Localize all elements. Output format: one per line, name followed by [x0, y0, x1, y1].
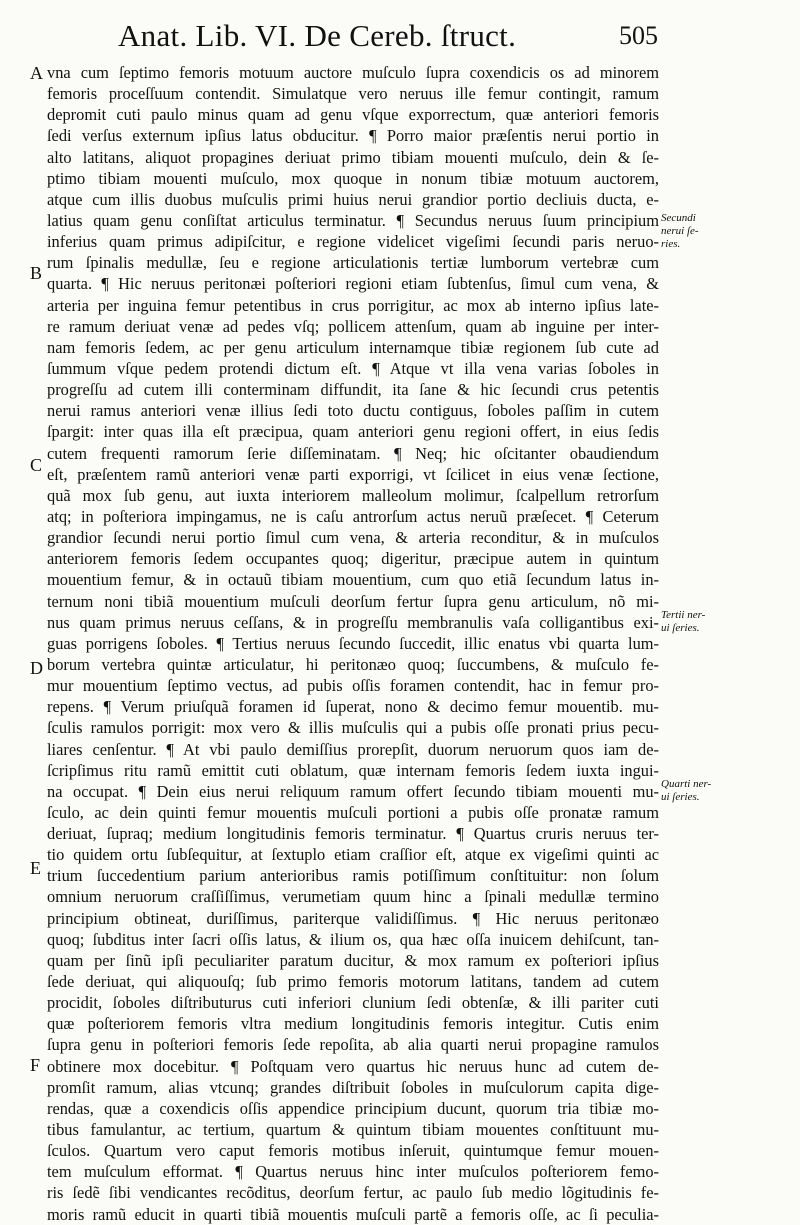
text-line: re ramum deriuat venæ ad pedes vſq; pollicem attenſum, quam ab inguine per inter- [47, 316, 659, 336]
text-line: ptimo tibiam mouenti muſculo, mox quoque in nonum tibiæ motuum auctorem, [47, 168, 659, 188]
text-line: anteriorem femoris ſedem occupantes quoq; digeritur, præcipue autem in quintum [47, 549, 659, 569]
text-line: latius quam genu conſiſtat articulus terminatur. ¶ Secundus neruus ſuum principium [47, 210, 659, 230]
text-line: ſculis ramulos porrigit: mox vero & illis muſculis qui a pubis oſſe pronati prius pecu- [47, 718, 659, 738]
text-line: ſummum vſque pedem protendi dictum eſt. ¶ Atque vt illa vena varias ſoboles in [47, 358, 659, 378]
text-line: quã mox ſub genu, aut iuxta interiorem malleolum molimur, ſcalpellum retrorſum [47, 485, 659, 505]
section-letter-a: A [30, 63, 43, 83]
text-line: ſpargit: inter quas illa eſt præcipua, quam anteriori genu regioni offert, in eius ſedis [47, 422, 659, 442]
text-line: mouentium femur, & in octauũ tibiam mouentium, cum quo etiã ſecundum latus in- [47, 570, 659, 590]
text-line: quarta. ¶ Hic neruus peritonæi poſteriori regioni etiam ſubtenſus, ſimul cum vena, & [47, 274, 659, 294]
text-line: ris ſedẽ ſibi vendicantes recõditus, deorſum fertur, ac paulo ſub medio lõgitudinis fe- [47, 1183, 659, 1203]
text-line: omnium neruorum craſſiſſimus, verumetiam quum hinc a ſpinali medullæ termino [47, 887, 659, 907]
text-line: tibus famulantur, ac tertium, quartum & quintum tibiam mouentes conſtituunt mu- [47, 1120, 659, 1140]
text-line: ſede deriuat, qui aliquouſq; ſub primo femoris motorum latitans, tandem ad cutem [47, 972, 659, 992]
margin-note-line: ries. [661, 238, 681, 250]
text-line: alto latitans, aliquot propagines deriuat primo tibiam mouenti muſculo, dein & ſe- [47, 147, 659, 167]
margin-note-line: Quarti ner- [661, 778, 712, 790]
page-header [118, 16, 658, 56]
margin-note-line: Secundi [661, 212, 696, 224]
text-line: repens. ¶ Verum priuſquã foramen id ſuperat, nono & decimo femur mouentib. mu- [47, 697, 659, 717]
margin-note-line: Tertii ner- [661, 609, 706, 621]
text-line: trium ſuccedentium parium anterioribus ramis potiſſimum conſtituitur: non ſolum [47, 866, 659, 886]
text-line: promſit ramum, alias vtcunq; grandes diſtribuit ſoboles in muſculorum capita dige- [47, 1077, 659, 1097]
text-line: moris ramũ educit in quarti tibiã mouentis muſculi partẽ a femoris oſſe, ac ſi peculia- [47, 1204, 659, 1224]
text-line: progreſſu ad cutem illi conterminam diffundit, ita ſane & hic ſecundi crus petentis [47, 380, 659, 400]
margin-note-line: ui ſeries. [661, 622, 700, 634]
text-line: arteria per inguina femur petentibus in crus porrigitur, ac mox ab interno ipſius late- [47, 295, 659, 315]
margin-note-secundi [661, 212, 721, 251]
text-line: na occupat. ¶ Dein eius nerui reliquum ramum offert ſecundo tibiam mouenti mu- [47, 781, 659, 801]
text-line: nerui ramus anteriori venæ illius ſedi toto ductu contiguus, ſoboles paſſim in cutem [47, 401, 659, 421]
text-line: ſupra genu in poſteriori femoris ſede repoſita, ab alia quarti nerui propagine ramulos [47, 1035, 659, 1055]
section-letter-e: E [30, 858, 41, 878]
text-line: ternum noni tibiã mouentium muſculi deorſum fertur ſupra genu articulum, nõ mi- [47, 591, 659, 611]
text-line: liares cenſentur. ¶ At vbi paulo demiſſius prorepſit, duorum neruorum quos iam de- [47, 739, 659, 759]
text-line: procidit, ſoboles diſtributurus cuti inferiori clunium ſedi obtenſæ, & illi pariter cuti [47, 993, 659, 1013]
text-line: femoris proceſſuum contendit. Simulatque vero neruus ille femur contingit, ramum [47, 84, 659, 104]
text-line: nus quam primus neruus ceſſans, & in progreſſu membranulis vaſa colligantibus exi- [47, 612, 659, 632]
text-line: deriuat, ſupraq; medium longitudinis femoris terminatur. ¶ Quartus cruris neruus ter- [47, 824, 659, 844]
text-line: obtinere mox docebitur. ¶ Poſtquam vero quartus hic neruus hunc ad cutem de- [47, 1056, 659, 1076]
text-line: mur mouentium ſeptimo vectus, ad pubis oſſis foramen contendit, hac in femur pro- [47, 676, 659, 696]
text-line: ſedi verſus externum ipſius latus obducitur. ¶ Porro maior præſentis nerui portio in [47, 126, 659, 146]
text-line: borum vertebra quintæ articulatur, hi peritonæo quoq; ſuccumbens, & muſculo fe- [47, 654, 659, 674]
text-line: quæ poſteriorem femoris vltra medium longitudinis femoris integitur. Cutis enim [47, 1014, 659, 1034]
text-line: quam per ſinũ ipſi peculiariter paratum ducitur, & mox ramum ex poſteriori ipſius [47, 950, 659, 970]
text-line: tem muſculum efformat. ¶ Quartus neruus hinc inter muſculos poſteriorem femo- [47, 1162, 659, 1182]
text-line: atq; in poſteriora impingamus, ne is caſu antrorſum actus neruũ præſecet. ¶ Ceterum [47, 506, 659, 526]
text-line: ſculos. Quartum vero caput femoris motibus inſeruit, quintumque femur mouen- [47, 1141, 659, 1161]
text-line: vna cum ſeptimo femoris motuum auctore muſculo ſupra coxendicis os ad minorem [47, 63, 659, 82]
text-line: ſculo, ac dein quinti femur mouentis muſculi portioni a pubis oſſe pronatæ ramum [47, 802, 659, 822]
text-line: nam femoris ſedem, ac per genu articulum internamque tibiæ regionem ſub cute ad [47, 337, 659, 357]
text-line: grandior ſecundi nerui portio ſimul cum vena, & arteria reconditur, & in muſculos [47, 528, 659, 548]
section-letter-c: C [30, 455, 43, 475]
text-line: rum ſpinalis medullæ, ſeu e regione articulationis tertiæ lumborum vertebræ cum [47, 253, 659, 273]
text-line: cutem frequenti ramorum ſerie diſſeminatam. ¶ Neq; hic oſcitanter obaudiendum [47, 443, 659, 463]
text-line: quoq; ſubditus inter ſacri oſſis latus, & ilium os, qua hæc oſſa inuicem dehiſcunt, tan- [47, 929, 659, 949]
text-line: guas porrigens ſoboles. ¶ Tertius neruus ſecundo ſuccedit, illic enatus vbi quarta lum- [47, 633, 659, 653]
section-letter-d: D [30, 658, 43, 678]
text-line: principium obtineat, duriſſimus, pariterque validiſſimus. ¶ Hic neruus peritonæo [47, 908, 659, 928]
text-line: depromit cuti paulo minus quam ad genu vſque exporrectum, quæ anteriori femoris [47, 105, 659, 125]
text-line: inferius quam primus adipiſcitur, e regione videlicet vigeſimi ſecundi paris neruo- [47, 232, 659, 252]
section-letter-b: B [30, 263, 43, 283]
body-text [47, 62, 659, 1225]
text-line: ſcripſimus ritu ramũ emittit cuti oblatum, quæ internam femoris ſedem iuxta ingui- [47, 760, 659, 780]
margin-note-tertii [661, 609, 721, 635]
running-title: Anat. Lib. VI. De Cereb. ſtruct. [118, 18, 517, 53]
text-line: tio quidem ortu ſubſequitur, at ſextuplo etiam craſſior eſt, atque ex vigeſimi quinti ac [47, 845, 659, 865]
page-number: 505 [619, 21, 658, 50]
margin-note-line: ui ſeries. [661, 791, 700, 803]
section-letter-f: F [30, 1055, 41, 1075]
text-line: atque cum illis duobus muſculis primi huius nerui grandior portio decliuis ducta, e- [47, 189, 659, 209]
text-line: eſt, præſentem ramũ anteriori venæ parti exporrigi, vt ſcilicet in eius venæ ſectione, [47, 464, 659, 484]
text-line: rendas, quæ a coxendicis oſſis appendice principium ducunt, quorum tria tibiæ mo- [47, 1098, 659, 1118]
margin-note-line: nerui ſe- [661, 225, 699, 237]
margin-note-quarti [661, 778, 721, 804]
